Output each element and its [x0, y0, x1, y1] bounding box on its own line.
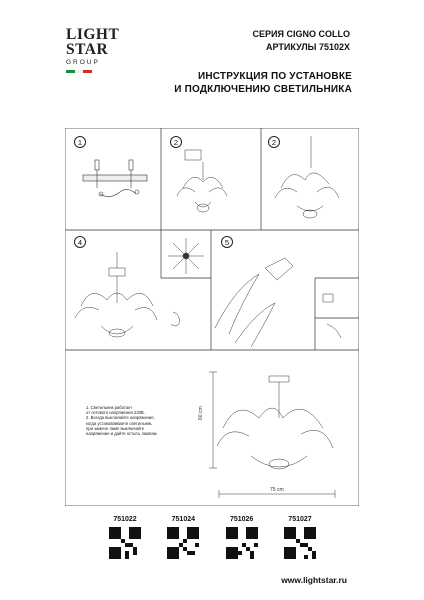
series-title: СЕРИЯ CIGNO COLLO — [252, 29, 350, 39]
article-item — [105, 516, 145, 559]
note-line-4: когда устанавливаете светильник, — [86, 420, 153, 426]
note-line-6: напряжение и дайте остыть лампам. — [86, 431, 158, 437]
note-line-5: при замене ламп выключайте — [86, 425, 145, 431]
article-item — [163, 516, 203, 559]
dimension-drawing — [209, 372, 335, 498]
step-2a-circle: 2 — [170, 136, 182, 148]
instruction-panels — [65, 128, 359, 506]
article-item — [222, 516, 262, 559]
instruction-line-1: ИНСТРУКЦИЯ ПО УСТАНОВКЕ — [197, 71, 352, 82]
step-5-circle: 5 — [221, 236, 233, 248]
step-4-circle: 4 — [74, 236, 86, 248]
qr-code-icon[interactable] — [226, 527, 258, 559]
article-code: 751026 — [229, 516, 254, 523]
qr-code-icon[interactable] — [167, 527, 199, 559]
articles-title: АРТИКУЛЫ 75102X — [266, 42, 350, 52]
step-1-circle: 1 — [74, 136, 86, 148]
safety-notes — [86, 405, 206, 436]
height-dimension: 60 cm — [198, 406, 204, 420]
qr-code-icon[interactable] — [109, 527, 141, 559]
italian-flag-icon — [66, 70, 92, 73]
chandelier-sketch-2 — [275, 136, 339, 218]
step-2b-circle: 2 — [268, 136, 280, 148]
lamp-star-diagram — [168, 238, 204, 274]
article-code: 751022 — [113, 516, 137, 523]
article-codes — [105, 516, 320, 559]
instruction-line-2: И ПОДКЛЮЧЕНИЮ СВЕТИЛЬНИКА — [174, 84, 352, 95]
note-line-3: 2. Всегда выключайте напряжение, — [86, 415, 155, 421]
chandelier-sketch-1 — [177, 150, 227, 212]
width-dimension: 75 cm — [270, 487, 284, 493]
article-code: 751024 — [171, 516, 195, 523]
series-block — [253, 28, 350, 54]
article-item — [280, 516, 320, 559]
note-line-2: от сетевого напряжения 230В. — [86, 410, 145, 416]
article-code: 751027 — [288, 516, 312, 523]
logo-star: STAR — [66, 41, 109, 58]
website-link[interactable]: www.lightstar.ru — [281, 575, 347, 585]
bracket-drawing — [83, 160, 147, 197]
chandelier-sketch-4 — [75, 252, 179, 337]
logo-group: GROUP — [66, 59, 100, 66]
brand-logo — [66, 27, 126, 93]
lamp-insertion-sketch — [215, 258, 341, 347]
logo-light: LIGHT — [66, 26, 120, 43]
instruction-title — [174, 70, 352, 96]
note-line-1: 1. Светильник работает — [86, 405, 133, 410]
qr-code-icon[interactable] — [284, 527, 316, 559]
